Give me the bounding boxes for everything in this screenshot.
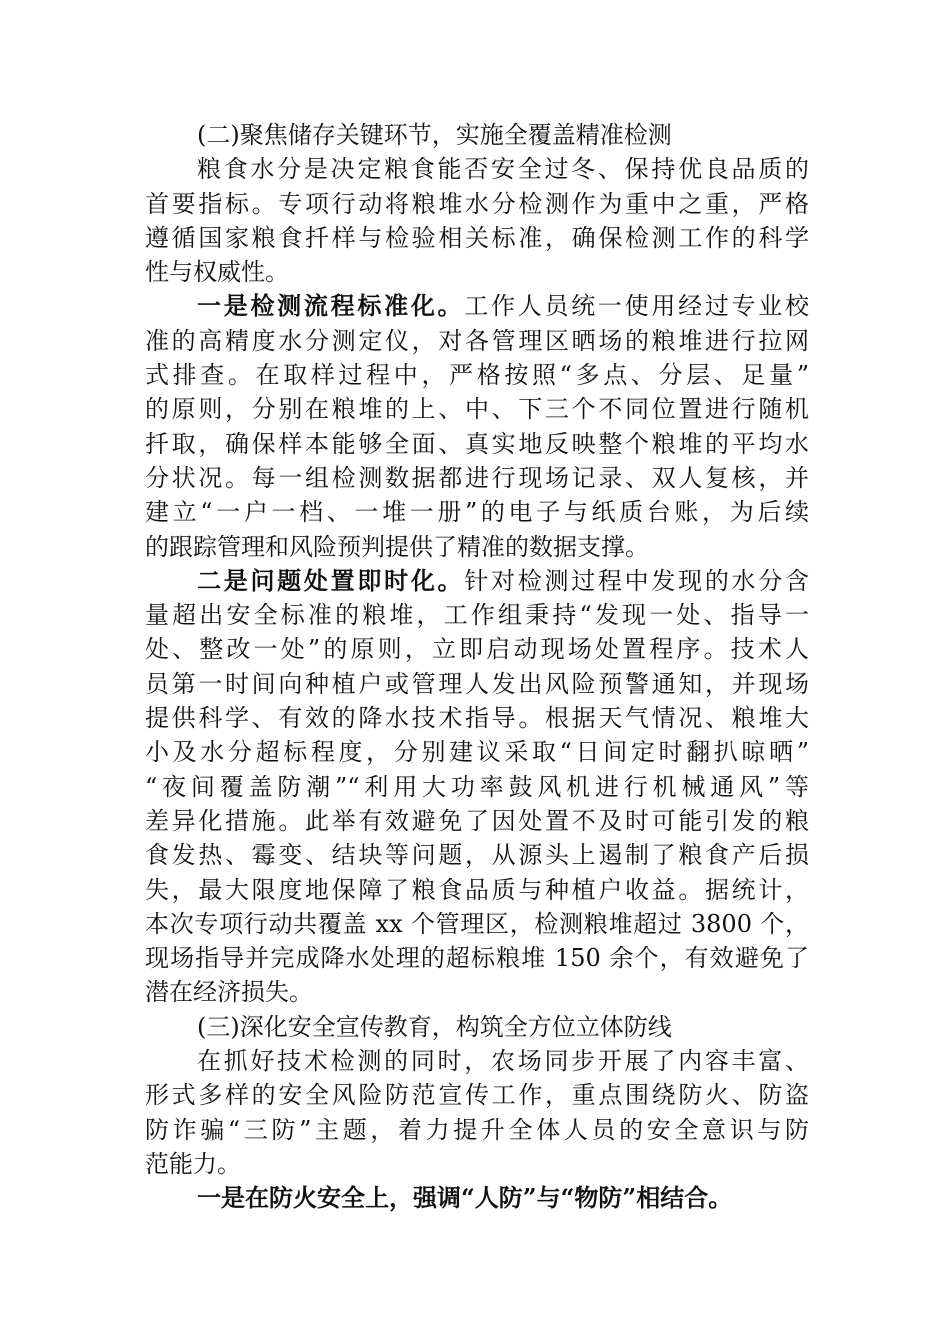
section-heading-3: (三)深化安全宣传教育，构筑全方位立体防线: [197, 1012, 672, 1041]
paragraph-line: 的原则，分别在粮堆的上、中、下三个不同位置进行随机: [145, 395, 809, 424]
paragraph-line: “夜间覆盖防潮”“利用大功率鼓风机进行机械通风”等: [145, 772, 809, 801]
paragraph-line: 在抓好技术检测的同时，农场同步开展了内容丰富、: [197, 1047, 809, 1076]
paragraph-text: 工作人员统一使用经过专业校: [464, 292, 809, 321]
paragraph-line: [145, 564, 809, 598]
paragraph-line: 扦取，确保样本能够全面、真实地反映整个粮堆的平均水: [145, 429, 809, 458]
paragraph-line: 粮食水分是决定粮食能否安全过冬、保持优良品质的: [197, 155, 809, 184]
bold-lead-phrase: 一是检测流程标准化。: [197, 291, 465, 321]
paragraph-detection-standardization: [145, 289, 809, 563]
paragraph-line: 潜在经济损失。: [145, 978, 313, 1007]
paragraph-section2-intro: [145, 152, 809, 289]
paragraph-line: 现场指导并完成降水处理的超标粮堆 150 余个，有效避免了: [145, 944, 809, 973]
paragraph-line: 处、整改一处”的原则，立即启动现场处置程序。技术人: [145, 635, 809, 664]
paragraph-line: 食发热、霉变、结块等问题，从源头上遏制了粮食产后损: [145, 841, 809, 870]
paragraph-problem-handling: [145, 564, 809, 1010]
paragraph-line: 失，最大限度地保障了粮食品质与种植户收益。据统计，: [145, 875, 809, 904]
paragraph-fire-safety: [145, 1181, 809, 1215]
paragraph-line: 形式多样的安全风险防范宣传工作，重点围绕防火、防盗: [145, 1081, 809, 1110]
paragraph-line: 分状况。每一组检测数据都进行现场记录、双人复核，并: [145, 463, 809, 492]
paragraph-line: 的跟踪管理和风险预判提供了精准的数据支撑。: [145, 532, 649, 561]
paragraph-line: 员第一时间向种植户或管理人发出风险预警通知，并现场: [145, 669, 809, 698]
paragraph-line: 提供科学、有效的降水技术指导。根据天气情况、粮堆大: [145, 704, 809, 733]
bold-lead-phrase: 二是问题处置即时化。: [197, 565, 465, 595]
document-page: [145, 118, 809, 1216]
paragraph-line: 量超出安全标准的粮堆，工作组秉持“发现一处、指导一: [145, 601, 809, 630]
paragraph-line: 式排查。在取样过程中，严格按照“多点、分层、足量”: [145, 361, 809, 390]
paragraph-line: [145, 1181, 809, 1215]
paragraph-line: 本次专项行动共覆盖 xx 个管理区，检测粮堆超过 3800 个，: [145, 909, 809, 938]
paragraph-section3-intro: [145, 1044, 809, 1181]
paragraph-line: 防诈骗“三防”主题，着力提升全体人员的安全意识与防: [145, 1115, 809, 1144]
paragraph-line: 范能力。: [145, 1149, 241, 1178]
paragraph-line: 准的高精度水分测定仪，对各管理区晒场的粮堆进行拉网: [145, 326, 809, 355]
paragraph-line: 性与权威性。: [145, 258, 289, 287]
paragraph-line: 遵循国家粮食扦样与检验相关标准，确保检测工作的科学: [145, 223, 809, 252]
paragraph-text: 针对检测过程中发现的水分含: [464, 566, 809, 595]
bold-lead-phrase: 一是在防火安全上，强调“人防”与“物防”相结合。: [197, 1183, 733, 1213]
paragraph-line: 首要指标。专项行动将粮堆水分检测作为重中之重，严格: [145, 189, 809, 218]
paragraph-line: 建立“一户一档、一堆一册”的电子与纸质台账，为后续: [145, 498, 809, 527]
paragraph-line: 差异化措施。此举有效避免了因处置不及时可能引发的粮: [145, 806, 809, 835]
section-heading-2: (二)聚焦储存关键环节，实施全覆盖精准检测: [197, 121, 672, 149]
paragraph-line: 小及水分超标程度，分别建议采取“日间定时翻扒晾晒”: [145, 738, 809, 767]
paragraph-line: [145, 289, 809, 323]
